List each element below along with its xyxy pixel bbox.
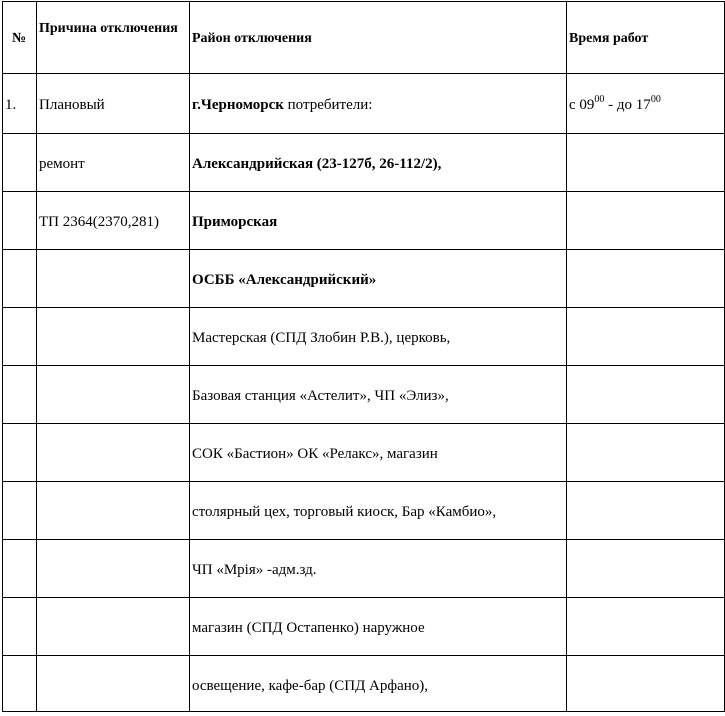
time-to-minutes: 00 [650,94,661,105]
row-time-cell [567,656,725,712]
row-number-cell [3,540,37,598]
row-number-cell [3,598,37,656]
row-time-cell [567,192,725,250]
table-row [3,74,725,134]
row-time-cell [567,366,725,424]
row-area-cell: Александрийская (23-127б, 26-112/2), [190,134,567,192]
row-number-cell [3,424,37,482]
row-number-cell [3,366,37,424]
table-row [3,482,725,540]
row-reason-cell: ТП 2364(2370,281) [37,192,190,250]
row-area-cell: столярный цех, торговый киоск, Бар «Камбио», [190,482,567,540]
row-area-cell: ЧП «Мрія» -адм.зд. [190,540,567,598]
row-area-cell: Базовая станция «Астелит», ЧП «Элиз», [190,366,567,424]
row-area-cell [190,74,567,134]
row-number-cell: 1. [3,74,37,134]
row-reason-cell [37,424,190,482]
row-area-cell: ОСББ «Александрийский» [190,250,567,308]
row-number-cell [3,308,37,366]
row-area-cell: СОК «Бастион» ОК «Релакс», магазин [190,424,567,482]
time-from-minutes: 00 [594,94,605,105]
table-row [3,540,725,598]
row-reason-cell [37,540,190,598]
header-time: Время работ [567,2,725,74]
row-time-cell [567,74,725,134]
row-time-cell [567,424,725,482]
header-reason: Причина отключения [37,2,190,74]
row-reason-cell [37,308,190,366]
table-row [3,134,725,192]
row-reason-cell: ремонт [37,134,190,192]
row-time-cell [567,134,725,192]
city-name: г.Черноморск [192,97,284,113]
table-row [3,308,725,366]
row-reason-cell [37,366,190,424]
table-header-row [3,2,725,74]
header-area: Район отключения [190,2,567,74]
row-time-cell [567,250,725,308]
row-area-cell: Мастерская (СПД Злобин Р.В.), церковь, [190,308,567,366]
table-row [3,366,725,424]
row-number-cell [3,482,37,540]
table-row [3,598,725,656]
table-row [3,192,725,250]
outage-schedule-table [2,1,725,712]
table-row [3,250,725,308]
row-time-cell [567,482,725,540]
time-to: - до 17 [604,97,651,113]
row-reason-cell [37,250,190,308]
row-number-cell [3,656,37,712]
row-number-cell [3,134,37,192]
table-row [3,656,725,712]
row-reason-cell [37,482,190,540]
row-area-cell: магазин (СПД Остапенко) наружное [190,598,567,656]
row-reason-cell [37,598,190,656]
row-area-cell: Приморская [190,192,567,250]
time-from: с 09 [569,97,595,113]
row-number-cell [3,192,37,250]
row-area-cell: освещение, кафе-бар (СПД Арфано), [190,656,567,712]
consumers-label: потребители: [283,97,373,113]
row-reason-cell [37,656,190,712]
header-number: № [3,2,37,74]
row-time-cell [567,540,725,598]
row-number-cell [3,250,37,308]
row-time-cell [567,308,725,366]
row-time-cell [567,598,725,656]
table-row [3,424,725,482]
row-reason-cell: Плановый [37,74,190,134]
